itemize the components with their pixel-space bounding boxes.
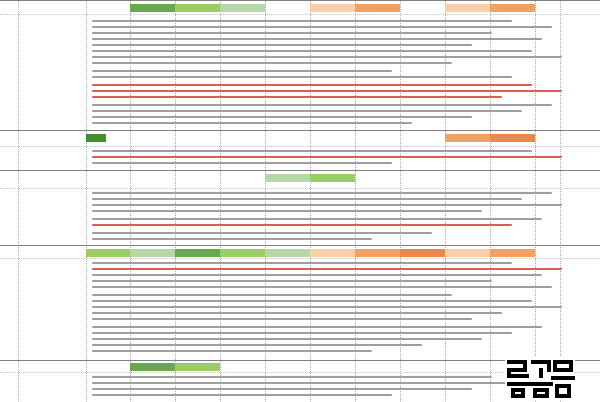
text-line: [92, 38, 542, 40]
text-line: [92, 332, 512, 334]
text-line: [92, 76, 512, 78]
season-segment: [490, 4, 535, 12]
text-line: [92, 218, 542, 220]
column-divider: [355, 0, 356, 402]
text-line: [92, 280, 492, 282]
season-segment: [310, 249, 355, 257]
column-divider: [535, 0, 536, 402]
column-divider: [265, 0, 266, 402]
season-band: [86, 249, 560, 257]
season-segment: [490, 134, 535, 142]
text-line: [92, 162, 392, 164]
season-segment: [86, 134, 106, 142]
text-line: [92, 238, 372, 240]
season-segment: [310, 174, 355, 182]
text-line: [92, 20, 512, 22]
row-name-cell: [20, 188, 84, 245]
text-line: [92, 156, 562, 158]
season-segment: [490, 249, 535, 257]
season-segment: [220, 249, 265, 257]
text-line: [92, 294, 452, 296]
column-divider: [86, 0, 87, 402]
text-line: [92, 44, 472, 46]
row-divider: [0, 188, 600, 189]
season-segment: [445, 249, 490, 257]
row-divider: [0, 245, 600, 246]
season-segment: [130, 249, 175, 257]
season-segment: [310, 4, 355, 12]
row-divider: [0, 258, 600, 259]
season-segment: [175, 249, 220, 257]
season-band: [86, 134, 560, 142]
text-line: [92, 376, 492, 378]
text-line: [92, 326, 542, 328]
text-line: [92, 70, 392, 72]
season-segment: [445, 4, 490, 12]
text-line: [92, 344, 422, 346]
season-band: [86, 174, 560, 182]
column-divider: [220, 0, 221, 402]
column-divider: [560, 0, 561, 402]
column-divider: [490, 0, 491, 402]
row-name-cell: [20, 258, 84, 360]
text-line: [92, 306, 562, 308]
text-line: [92, 90, 562, 92]
text-line: [92, 300, 532, 302]
text-line: [92, 268, 562, 270]
text-line: [92, 26, 552, 28]
row-divider: [0, 146, 600, 147]
text-line: [92, 210, 482, 212]
row-name-cell: [20, 146, 84, 170]
row-divider: [0, 130, 600, 131]
text-line: [92, 274, 542, 276]
text-line: [92, 122, 412, 124]
season-segment: [265, 249, 310, 257]
text-line: [92, 50, 532, 52]
text-line: [92, 338, 482, 340]
text-line: [92, 110, 522, 112]
season-band: [86, 4, 560, 12]
text-line: [92, 104, 552, 106]
text-line: [92, 350, 372, 352]
column-divider: [130, 0, 131, 402]
text-line: [92, 382, 512, 384]
season-segment: [130, 363, 175, 371]
text-line: [92, 150, 532, 152]
column-divider: [400, 0, 401, 402]
season-segment: [86, 249, 130, 257]
season-segment: [175, 363, 220, 371]
text-line: [92, 62, 452, 64]
season-segment: [175, 4, 220, 12]
season-band: [86, 363, 560, 371]
text-line: [92, 232, 432, 234]
text-line: [92, 224, 512, 226]
text-line: [92, 394, 392, 396]
row-name-cell: [20, 14, 84, 130]
column-divider: [445, 0, 446, 402]
column-divider: [18, 0, 19, 402]
text-line: [92, 84, 532, 86]
text-line: [92, 56, 562, 58]
column-divider: [175, 0, 176, 402]
text-line: [92, 286, 552, 288]
text-line: [92, 32, 492, 34]
text-line: [92, 116, 472, 118]
text-line: [92, 312, 502, 314]
season-segment: [130, 4, 175, 12]
text-line: [92, 388, 472, 390]
text-line: [92, 192, 552, 194]
column-divider: [310, 0, 311, 402]
season-segment: [355, 4, 400, 12]
text-line: [92, 318, 472, 320]
text-line: [92, 96, 502, 98]
season-segment: [445, 134, 490, 142]
text-line: [92, 198, 522, 200]
brand-logo-icon: [505, 356, 575, 400]
season-segment: [355, 249, 400, 257]
row-name-cell: [20, 372, 84, 402]
row-divider: [0, 170, 600, 171]
season-segment: [400, 249, 445, 257]
text-line: [92, 262, 512, 264]
row-divider: [0, 0, 600, 1]
season-segment: [220, 4, 265, 12]
season-segment: [265, 174, 310, 182]
row-divider: [0, 14, 600, 15]
text-line: [92, 204, 562, 206]
